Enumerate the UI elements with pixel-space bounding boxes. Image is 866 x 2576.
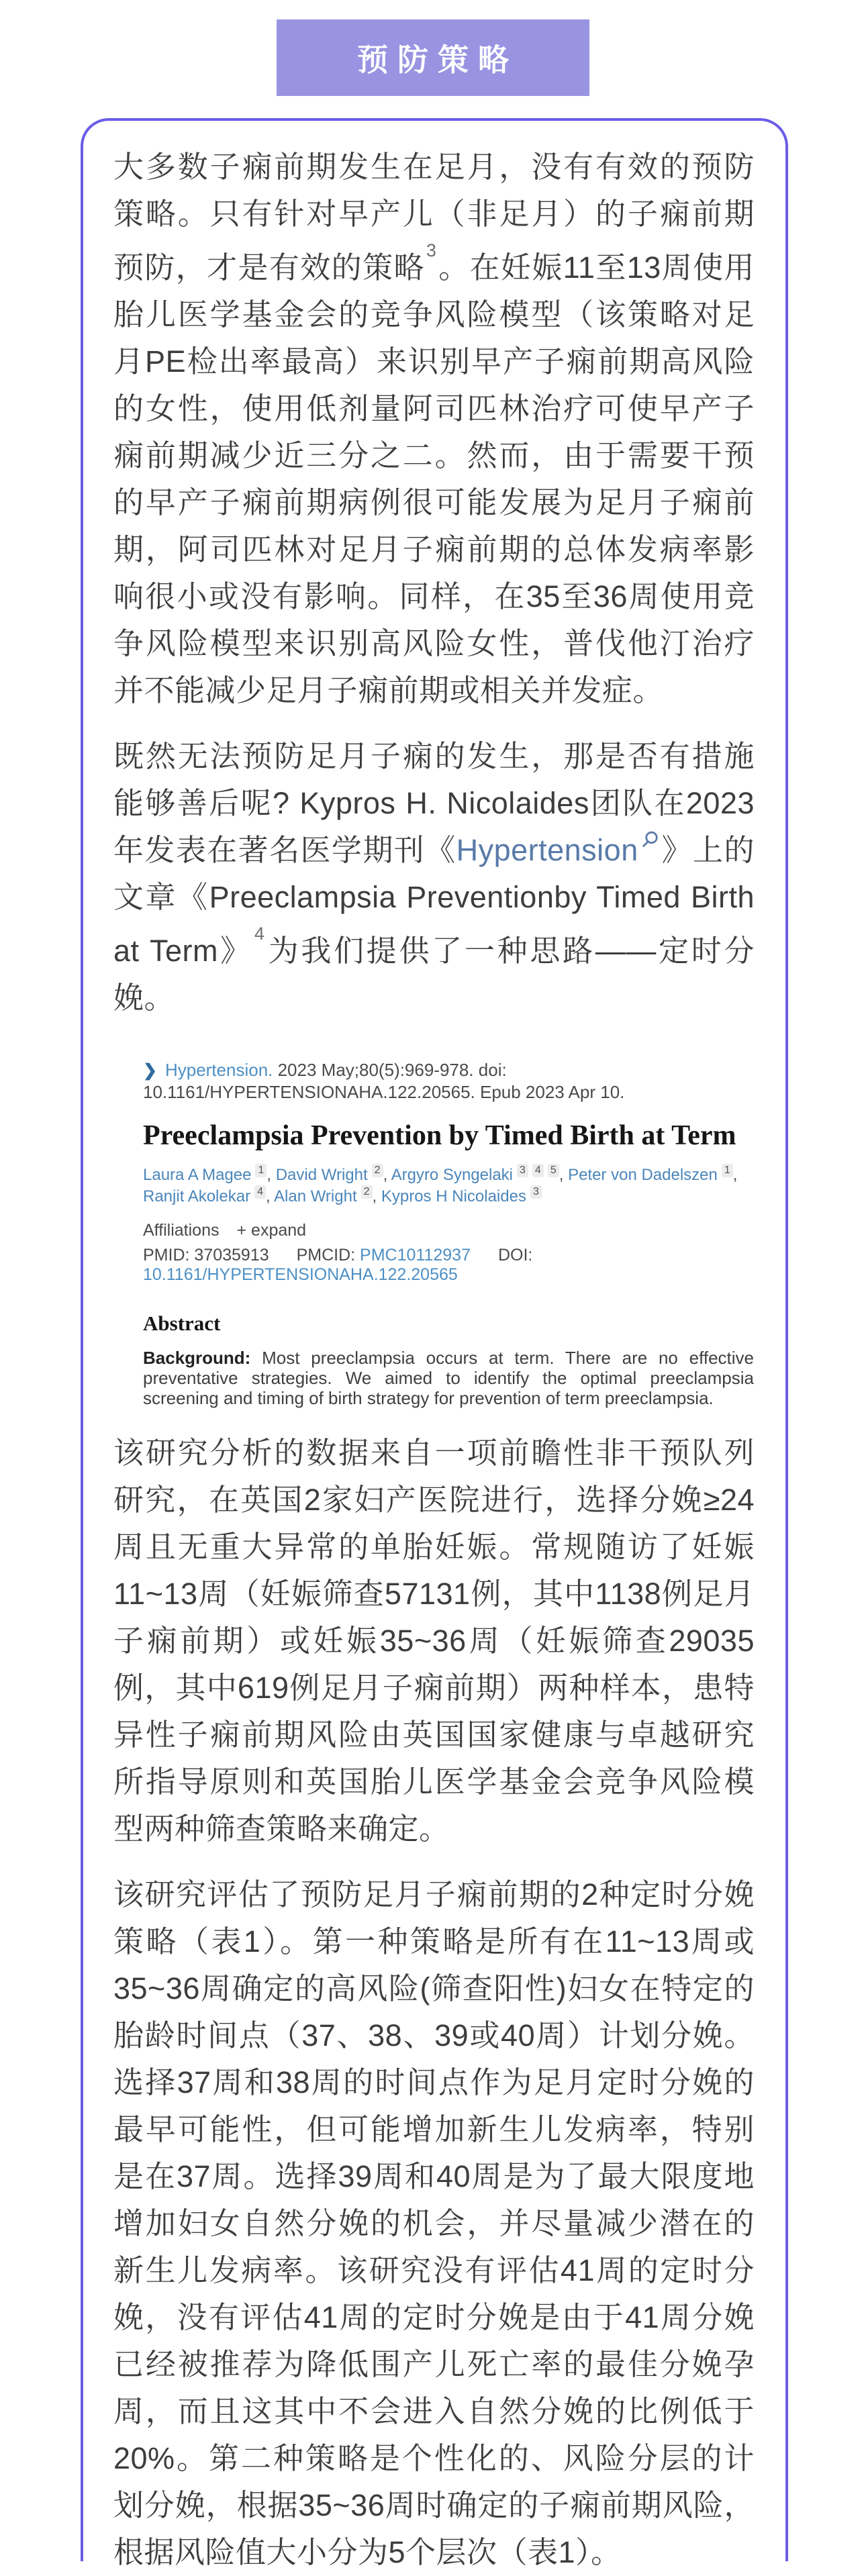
pubmed-affiliations-row xyxy=(143,1221,754,1240)
affiliations-label: Affiliations xyxy=(143,1221,220,1240)
background-label: Background: xyxy=(143,1348,251,1368)
pubmed-authors: Laura A Magee 1 , David Wright 2 , Argyro Syngelaki 3 4 5 , Peter von Dadelszen 1 , Ranjit Akolekar 4 , Alan Wright 2 , Kypros H Nicolaides 3 xyxy=(143,1165,738,1205)
pubmed-author-link[interactable]: David Wright xyxy=(275,1166,368,1184)
pmcid-label: PMCID: xyxy=(296,1246,360,1265)
pubmed-screenshot xyxy=(143,1059,754,1408)
author-affiliation-superscript: 4 xyxy=(532,1164,544,1177)
author-affiliation-superscript: 2 xyxy=(372,1164,383,1177)
pubmed-citation-text: 2023 May;80(5):969-978. doi: 10.1161/HYPERTENSIONAHA.122.20565. Epub 2023 Apr 10. xyxy=(143,1060,625,1102)
background-text: Most preeclampsia occurs at term. There are no effective preventative strategies. We aimed to identify the optimal preeclampsia screening and timing of birth strategy for prevention of term preeclampsia. xyxy=(143,1348,754,1408)
reference-superscript-4: 4 xyxy=(254,924,265,944)
author-affiliation-superscript: 3 xyxy=(530,1185,542,1199)
pubmed-author-link[interactable]: Argyro Syngelaki xyxy=(391,1166,513,1184)
section-badge-label: 预防策略 xyxy=(357,42,518,77)
doi-label: DOI: xyxy=(497,1246,533,1265)
paragraph-prevention-intro xyxy=(113,144,755,714)
paragraph-text: 。在妊娠11至13周使用胎儿医学基金会的竞争风险模型（该策略对足月PE检出率最高）来识别早产子痫前期高风险的女性，使用低剂量阿司匹林治疗可使早产子痫前期减少近三分之二。然而，由于需要干预的早产子痫前期病例很可能发展为足月子痫前期，阿司匹林对足月子痫前期的总体发病率影响很小或没有影响。同样，在35至36周使用竞争风险模型来识别高风险女性，普伐他汀治疗并不能减少足月子痫前期或相关并发症。 xyxy=(113,250,755,707)
paragraph-text: 既然无法预防足月子痫的发生，那是否有措施能够善后呢? Kypros H. Nicolaides团队在2023年发表在著名医学期刊《 xyxy=(113,739,755,867)
author-affiliation-superscript: 1 xyxy=(255,1164,267,1177)
pubmed-author-link[interactable]: Laura A Magee xyxy=(143,1166,252,1184)
paragraph-text: 为我们提供了一种思路——定时分娩。 xyxy=(113,934,755,1015)
pubmed-author-link[interactable]: Kypros H Nicolaides xyxy=(381,1187,526,1205)
pubmed-article-title: Preeclampsia Prevention by Timed Birth at Term xyxy=(143,1120,736,1151)
doi-link[interactable]: 10.1161/HYPERTENSIONAHA.122.20565 xyxy=(143,1265,458,1284)
paragraph-text: 大多数子痫前期发生在足月，没有有效的预防策略。只有针对早产儿（非足月）的子痫前期预防，才是有效的策略 xyxy=(113,150,755,285)
content-card xyxy=(81,118,788,2569)
pmid-group xyxy=(143,1246,269,1265)
paragraph-timed-birth-question xyxy=(113,733,755,1022)
author-affiliation-superscript: 4 xyxy=(254,1185,266,1199)
pubmed-journal-link[interactable]: Hypertension. xyxy=(164,1060,273,1080)
expand-affiliations-button[interactable]: + expand xyxy=(236,1221,307,1240)
pubmed-author-link[interactable]: Alan Wright xyxy=(274,1187,357,1205)
author-affiliation-superscript: 5 xyxy=(548,1164,559,1177)
pmcid-link[interactable]: PMC10112937 xyxy=(360,1246,471,1265)
pmid-value: 37035913 xyxy=(194,1246,269,1265)
chevron-right-icon: ❯ xyxy=(143,1061,157,1080)
paragraph-study-data: 该研究分析的数据来自一项前瞻性非干预队列研究，在英国2家妇产医院进行，选择分娩≥24周且无重大异常的单胎妊娠。常规随访了妊娠11~13周（妊娠筛查57131例，其中1138例足月子痫前期）或妊娠35~36周（妊娠筛查29035例，其中619例足月子痫前期）两种样本，患特异性子痫前期风险由英国国家健康与卓越研究所指导原则和英国胎儿医学基金会竞争风险模型两种筛查策略来确定。 xyxy=(113,1436,755,1846)
section-badge xyxy=(277,19,589,96)
author-affiliation-superscript: 2 xyxy=(361,1185,373,1199)
pubmed-author-link[interactable]: Peter von Dadelszen xyxy=(568,1166,718,1184)
abstract-background xyxy=(143,1348,754,1408)
pubmed-ids-row xyxy=(143,1246,754,1285)
pubmed-citation xyxy=(143,1059,754,1103)
author-affiliation-superscript: 1 xyxy=(722,1164,733,1177)
author-affiliation-superscript: 3 xyxy=(517,1164,528,1177)
abstract-heading: Abstract xyxy=(143,1311,221,1335)
paragraph-text: 》上的文章《Preeclampsia Preventionby Timed Birth at Term》 xyxy=(113,833,755,968)
paragraph-two-strategies: 该研究评估了预防足月子痫前期的2种定时分娩策略（表1）。第一种策略是所有在11~13周或35~36周确定的高风险(筛查阳性)妇女在特定的胎龄时间点（37、38、39或40周）计划分娩。选择37周和38周的时间点作为足月定时分娩的最早可能性，但可能增加新生儿发病率，特别是在37周。选择39周和40周是为了最大限度地增加妇女自然分娩的机会，并尽量减少潜在的新生儿发病率。该研究没有评估41周的定时分娩，没有评估41周的定时分娩是由于41周分娩已经被推荐为降低围产儿死亡率的最佳分娩孕周，而且这其中不会进入自然分娩的比例低于20%。第二种策略是个性化的、风险分层的计划分娩，根据35~36周时确定的子痫前期风险，根据风险值大小分为5个层次（表1）。 xyxy=(113,1877,755,2569)
search-icon[interactable] xyxy=(638,816,661,863)
pubmed-author-link[interactable]: Ranjit Akolekar xyxy=(143,1187,251,1205)
pmcid-group xyxy=(297,1246,471,1265)
hypertension-journal-link[interactable]: Hypertension xyxy=(456,833,638,867)
pmid-label: PMID: xyxy=(143,1246,195,1265)
reference-superscript-3: 3 xyxy=(426,240,437,260)
